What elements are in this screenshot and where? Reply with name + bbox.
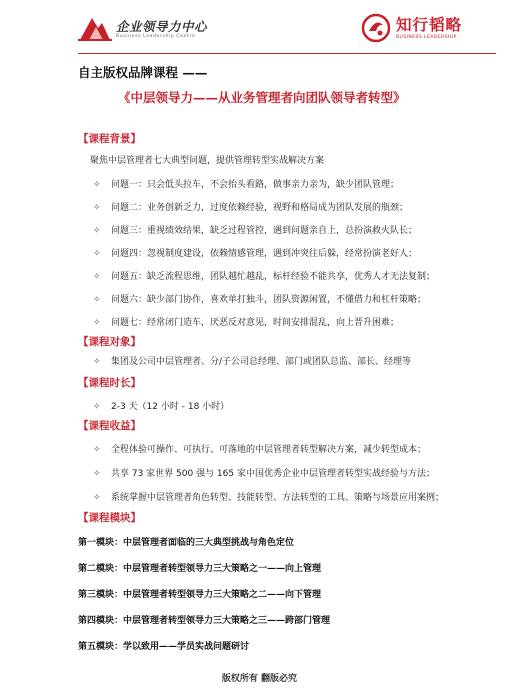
- emblem-logo-icon: [360, 12, 392, 44]
- brand-line: 自主版权品牌课程 ——: [78, 65, 208, 80]
- bullet-icon: ✧: [93, 318, 101, 328]
- mountain-logo-icon: [78, 12, 112, 42]
- module-item: 第二模块：中层管理者转型领导力三大策略之一——向上管理: [78, 564, 322, 574]
- list-item: ✧ 问题六：缺少部门协作，喜欢单打独斗，团队资源闲置，不懂借力和杠杆策略；: [93, 295, 427, 305]
- bullet-icon: ✧: [93, 469, 101, 479]
- right-logo-name: 知行韬略: [396, 16, 463, 34]
- section-heading-benefits: 【课程收益】: [78, 420, 141, 432]
- zhixing-taolue-logo: [360, 12, 500, 46]
- module-item: 第四模块：中层管理者转型领导力三大策略之三——跨部门管理: [78, 616, 331, 626]
- list-item: ✧ 问题一：只会低头拉车，不会抬头看路，做事亲力亲为，缺少团队管理；: [93, 180, 400, 190]
- copyright-footer: 版权所有 翻版必究: [221, 674, 298, 684]
- bullet-icon: ✧: [93, 445, 101, 455]
- list-item: ✧ 问题二：业务创新乏力，过度依赖经验，视野和格局成为团队发展的瓶颈；: [93, 203, 409, 213]
- list-item: ✧ 2-3 天（12 小时 - 18 小时）: [93, 402, 230, 412]
- list-item: ✧ 共享 73 家世界 500 强与 165 家中国优秀企业中层管理者转型实战经验与方法；: [93, 469, 435, 479]
- bullet-icon: ✧: [93, 295, 101, 305]
- bullet-icon: ✧: [93, 357, 101, 367]
- list-item: ✧ 系统掌握中层管理者角色转型、技能转型、方法转型的工具、策略与场景应用案例；: [93, 493, 445, 503]
- header-divider: [78, 53, 496, 54]
- list-item: ✧ 问题七：经常闭门造车，厌恶反对意见，时间安排混乱，向上晋升困难；: [93, 318, 400, 328]
- bullet-icon: ✧: [93, 180, 101, 190]
- module-item: 第五模块：学以致用——学员实战问题研讨: [78, 642, 250, 652]
- module-item: 第一模块：中层管理者面临的三大典型挑战与角色定位: [78, 538, 295, 548]
- list-item: ✧ 全程体验可操作、可执行、可落地的中层管理者转型解决方案，减少转型成本；: [93, 445, 427, 455]
- section-heading-duration: 【课程时长】: [78, 377, 141, 389]
- background-intro: 聚焦中层管理者七大典型问题，提供管理转型实战解决方案: [90, 156, 325, 166]
- section-heading-modules: 【课程模块】: [78, 512, 141, 524]
- bullet-icon: ✧: [93, 226, 101, 236]
- section-heading-background: 【课程背景】: [78, 133, 141, 145]
- business-leadership-centre-logo: [78, 12, 238, 46]
- list-item: ✧ 集团及公司中层管理者、分/子公司总经理、部门或团队总监、部长、经理等: [93, 357, 412, 367]
- left-logo-name: 企业领导力中心: [116, 19, 208, 34]
- list-item: ✧ 问题三：重视绩效结果，缺乏过程管控，遇到问题亲自上，总扮演救火队长；: [93, 226, 418, 236]
- bullet-icon: ✧: [93, 203, 101, 213]
- page-header: [0, 0, 519, 56]
- module-item: 第三模块：中层管理者转型领导力三大策略之二——向下管理: [78, 590, 322, 600]
- list-item: ✧ 问题四：忽视制度建设，依赖情感管理，遇到冲突往后躲，经常扮演老好人；: [93, 249, 418, 259]
- left-logo-subtitle: Business Leadership Centre: [116, 34, 196, 39]
- bullet-icon: ✧: [93, 402, 101, 412]
- bullet-icon: ✧: [93, 249, 101, 259]
- list-item: ✧ 问题五：缺乏流程思维，团队越忙越乱，标杆经验不能共享，优秀人才无法复制；: [93, 272, 436, 282]
- section-heading-audience: 【课程对象】: [78, 336, 141, 348]
- right-logo-subtitle: BUSINESS LEADERSHIP: [396, 35, 457, 40]
- course-title: 《中层领导力——从业务管理者向团队领导者转型》: [118, 90, 406, 105]
- bullet-icon: ✧: [93, 272, 101, 282]
- bullet-icon: ✧: [93, 493, 101, 503]
